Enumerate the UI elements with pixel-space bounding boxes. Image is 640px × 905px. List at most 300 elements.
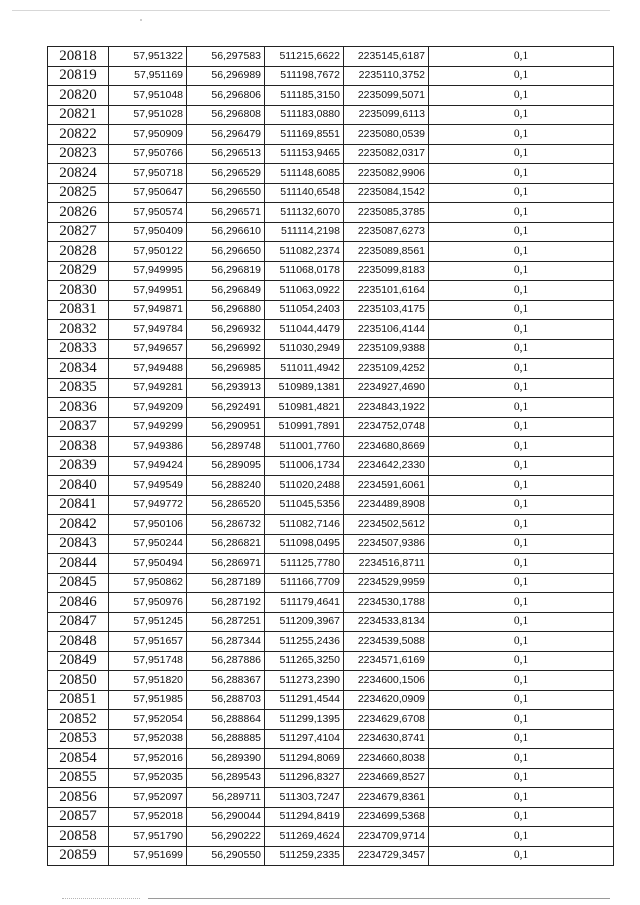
point-number-cell: 20858 xyxy=(48,827,109,847)
table-row xyxy=(48,534,614,554)
longitude-cell: 56,296479 xyxy=(187,125,265,145)
latitude-cell: 57,950766 xyxy=(109,144,187,164)
x-coordinate-cell: 511044,4479 xyxy=(265,320,344,340)
y-coordinate-cell: 2235101,6164 xyxy=(344,281,429,301)
point-number-cell: 20839 xyxy=(48,456,109,476)
x-coordinate-cell: 511291,4544 xyxy=(265,690,344,710)
longitude-cell: 56,296989 xyxy=(187,66,265,86)
longitude-cell: 56,296819 xyxy=(187,261,265,281)
table-row xyxy=(48,651,614,671)
x-coordinate-cell: 511082,7146 xyxy=(265,515,344,535)
point-number-cell: 20841 xyxy=(48,495,109,515)
table-row xyxy=(48,398,614,418)
longitude-cell: 56,290550 xyxy=(187,846,265,866)
table-row xyxy=(48,671,614,691)
table-row xyxy=(48,164,614,184)
y-coordinate-cell: 2235082,9906 xyxy=(344,164,429,184)
longitude-cell: 56,289543 xyxy=(187,768,265,788)
y-coordinate-cell: 2234699,5368 xyxy=(344,807,429,827)
x-coordinate-cell: 511185,3150 xyxy=(265,86,344,106)
longitude-cell: 56,287189 xyxy=(187,573,265,593)
longitude-cell: 56,296985 xyxy=(187,359,265,379)
latitude-cell: 57,949871 xyxy=(109,300,187,320)
table-row xyxy=(48,632,614,652)
point-number-cell: 20845 xyxy=(48,573,109,593)
table-row xyxy=(48,554,614,574)
bottom-scan-noise xyxy=(62,898,140,899)
x-coordinate-cell: 511265,3250 xyxy=(265,651,344,671)
table-row xyxy=(48,807,614,827)
table-row xyxy=(48,339,614,359)
point-number-cell: 20827 xyxy=(48,222,109,242)
x-coordinate-cell: 511303,7247 xyxy=(265,788,344,808)
x-coordinate-cell: 511140,6548 xyxy=(265,183,344,203)
table-row xyxy=(48,222,614,242)
longitude-cell: 56,289748 xyxy=(187,437,265,457)
latitude-cell: 57,950106 xyxy=(109,515,187,535)
value-cell: 0,1 xyxy=(429,320,614,340)
point-number-cell: 20825 xyxy=(48,183,109,203)
point-number-cell: 20822 xyxy=(48,125,109,145)
x-coordinate-cell: 511299,1395 xyxy=(265,710,344,730)
longitude-cell: 56,288240 xyxy=(187,476,265,496)
point-number-cell: 20837 xyxy=(48,417,109,437)
table-row xyxy=(48,66,614,86)
latitude-cell: 57,951657 xyxy=(109,632,187,652)
latitude-cell: 57,951245 xyxy=(109,612,187,632)
value-cell: 0,1 xyxy=(429,86,614,106)
value-cell: 0,1 xyxy=(429,456,614,476)
latitude-cell: 57,950862 xyxy=(109,573,187,593)
value-cell: 0,1 xyxy=(429,378,614,398)
table-row xyxy=(48,749,614,769)
x-coordinate-cell: 511030,2949 xyxy=(265,339,344,359)
point-number-cell: 20818 xyxy=(48,47,109,67)
latitude-cell: 57,951169 xyxy=(109,66,187,86)
latitude-cell: 57,950647 xyxy=(109,183,187,203)
latitude-cell: 57,949951 xyxy=(109,281,187,301)
value-cell: 0,1 xyxy=(429,807,614,827)
latitude-cell: 57,949488 xyxy=(109,359,187,379)
y-coordinate-cell: 2234571,6169 xyxy=(344,651,429,671)
table-row xyxy=(48,281,614,301)
table-row xyxy=(48,183,614,203)
x-coordinate-cell: 511255,2436 xyxy=(265,632,344,652)
latitude-cell: 57,950494 xyxy=(109,554,187,574)
value-cell: 0,1 xyxy=(429,437,614,457)
point-number-cell: 20834 xyxy=(48,359,109,379)
latitude-cell: 57,949209 xyxy=(109,398,187,418)
x-coordinate-cell: 510989,1381 xyxy=(265,378,344,398)
point-number-cell: 20824 xyxy=(48,164,109,184)
point-number-cell: 20842 xyxy=(48,515,109,535)
point-number-cell: 20836 xyxy=(48,398,109,418)
x-coordinate-cell: 511296,8327 xyxy=(265,768,344,788)
y-coordinate-cell: 2234669,8527 xyxy=(344,768,429,788)
y-coordinate-cell: 2234843,1922 xyxy=(344,398,429,418)
x-coordinate-cell: 511114,2198 xyxy=(265,222,344,242)
point-number-cell: 20829 xyxy=(48,261,109,281)
x-coordinate-cell: 511006,1734 xyxy=(265,456,344,476)
value-cell: 0,1 xyxy=(429,47,614,67)
y-coordinate-cell: 2235106,4144 xyxy=(344,320,429,340)
longitude-cell: 56,289711 xyxy=(187,788,265,808)
latitude-cell: 57,952038 xyxy=(109,729,187,749)
value-cell: 0,1 xyxy=(429,183,614,203)
y-coordinate-cell: 2234533,8134 xyxy=(344,612,429,632)
x-coordinate-cell: 511259,2335 xyxy=(265,846,344,866)
longitude-cell: 56,290951 xyxy=(187,417,265,437)
value-cell: 0,1 xyxy=(429,203,614,223)
y-coordinate-cell: 2234539,5088 xyxy=(344,632,429,652)
value-cell: 0,1 xyxy=(429,398,614,418)
latitude-cell: 57,949281 xyxy=(109,378,187,398)
y-coordinate-cell: 2235099,8183 xyxy=(344,261,429,281)
x-coordinate-cell: 511183,0880 xyxy=(265,105,344,125)
point-number-cell: 20831 xyxy=(48,300,109,320)
y-coordinate-cell: 2234591,6061 xyxy=(344,476,429,496)
table-row xyxy=(48,710,614,730)
value-cell: 0,1 xyxy=(429,573,614,593)
x-coordinate-cell: 511063,0922 xyxy=(265,281,344,301)
y-coordinate-cell: 2234709,9714 xyxy=(344,827,429,847)
latitude-cell: 57,950718 xyxy=(109,164,187,184)
latitude-cell: 57,952035 xyxy=(109,768,187,788)
longitude-cell: 56,287344 xyxy=(187,632,265,652)
y-coordinate-cell: 2235082,0317 xyxy=(344,144,429,164)
point-number-cell: 20830 xyxy=(48,281,109,301)
y-coordinate-cell: 2234600,1506 xyxy=(344,671,429,691)
value-cell: 0,1 xyxy=(429,768,614,788)
latitude-cell: 57,951028 xyxy=(109,105,187,125)
x-coordinate-cell: 511209,3967 xyxy=(265,612,344,632)
value-cell: 0,1 xyxy=(429,281,614,301)
longitude-cell: 56,296808 xyxy=(187,105,265,125)
longitude-cell: 56,296992 xyxy=(187,339,265,359)
value-cell: 0,1 xyxy=(429,554,614,574)
longitude-cell: 56,296849 xyxy=(187,281,265,301)
x-coordinate-cell: 511294,8419 xyxy=(265,807,344,827)
latitude-cell: 57,949772 xyxy=(109,495,187,515)
table-row xyxy=(48,788,614,808)
longitude-cell: 56,296880 xyxy=(187,300,265,320)
value-cell: 0,1 xyxy=(429,339,614,359)
point-number-cell: 20847 xyxy=(48,612,109,632)
value-cell: 0,1 xyxy=(429,651,614,671)
point-number-cell: 20821 xyxy=(48,105,109,125)
longitude-cell: 56,290222 xyxy=(187,827,265,847)
y-coordinate-cell: 2234660,8038 xyxy=(344,749,429,769)
point-number-cell: 20853 xyxy=(48,729,109,749)
x-coordinate-cell: 511082,2374 xyxy=(265,242,344,262)
x-coordinate-cell: 511153,9465 xyxy=(265,144,344,164)
value-cell: 0,1 xyxy=(429,495,614,515)
longitude-cell: 56,288885 xyxy=(187,729,265,749)
point-number-cell: 20826 xyxy=(48,203,109,223)
y-coordinate-cell: 2234507,9386 xyxy=(344,534,429,554)
y-coordinate-cell: 2234629,6708 xyxy=(344,710,429,730)
longitude-cell: 56,296571 xyxy=(187,203,265,223)
longitude-cell: 56,292491 xyxy=(187,398,265,418)
longitude-cell: 56,287192 xyxy=(187,593,265,613)
coordinates-table-body xyxy=(48,47,614,866)
y-coordinate-cell: 2234489,8908 xyxy=(344,495,429,515)
latitude-cell: 57,950409 xyxy=(109,222,187,242)
longitude-cell: 56,286732 xyxy=(187,515,265,535)
y-coordinate-cell: 2234642,2330 xyxy=(344,456,429,476)
longitude-cell: 56,290044 xyxy=(187,807,265,827)
point-number-cell: 20850 xyxy=(48,671,109,691)
x-coordinate-cell: 511054,2403 xyxy=(265,300,344,320)
value-cell: 0,1 xyxy=(429,222,614,242)
point-number-cell: 20840 xyxy=(48,476,109,496)
latitude-cell: 57,949424 xyxy=(109,456,187,476)
value-cell: 0,1 xyxy=(429,593,614,613)
latitude-cell: 57,951748 xyxy=(109,651,187,671)
longitude-cell: 56,296932 xyxy=(187,320,265,340)
value-cell: 0,1 xyxy=(429,612,614,632)
x-coordinate-cell: 511269,4624 xyxy=(265,827,344,847)
y-coordinate-cell: 2235109,9388 xyxy=(344,339,429,359)
value-cell: 0,1 xyxy=(429,710,614,730)
longitude-cell: 56,297583 xyxy=(187,47,265,67)
latitude-cell: 57,950244 xyxy=(109,534,187,554)
point-number-cell: 20819 xyxy=(48,66,109,86)
point-number-cell: 20859 xyxy=(48,846,109,866)
table-row xyxy=(48,105,614,125)
x-coordinate-cell: 511148,6085 xyxy=(265,164,344,184)
point-number-cell: 20848 xyxy=(48,632,109,652)
value-cell: 0,1 xyxy=(429,690,614,710)
latitude-cell: 57,949784 xyxy=(109,320,187,340)
y-coordinate-cell: 2234516,8711 xyxy=(344,554,429,574)
table-row xyxy=(48,417,614,437)
x-coordinate-cell: 511294,8069 xyxy=(265,749,344,769)
value-cell: 0,1 xyxy=(429,261,614,281)
point-number-cell: 20854 xyxy=(48,749,109,769)
latitude-cell: 57,951985 xyxy=(109,690,187,710)
latitude-cell: 57,949657 xyxy=(109,339,187,359)
x-coordinate-cell: 511166,7709 xyxy=(265,573,344,593)
longitude-cell: 56,293913 xyxy=(187,378,265,398)
y-coordinate-cell: 2235109,4252 xyxy=(344,359,429,379)
table-row xyxy=(48,242,614,262)
longitude-cell: 56,296513 xyxy=(187,144,265,164)
latitude-cell: 57,952097 xyxy=(109,788,187,808)
latitude-cell: 57,952016 xyxy=(109,749,187,769)
table-row xyxy=(48,144,614,164)
table-row xyxy=(48,827,614,847)
value-cell: 0,1 xyxy=(429,671,614,691)
table-row xyxy=(48,495,614,515)
y-coordinate-cell: 2235103,4175 xyxy=(344,300,429,320)
y-coordinate-cell: 2235089,8561 xyxy=(344,242,429,262)
x-coordinate-cell: 511297,4104 xyxy=(265,729,344,749)
x-coordinate-cell: 511001,7760 xyxy=(265,437,344,457)
x-coordinate-cell: 511011,4942 xyxy=(265,359,344,379)
longitude-cell: 56,288367 xyxy=(187,671,265,691)
point-number-cell: 20832 xyxy=(48,320,109,340)
x-coordinate-cell: 511020,2488 xyxy=(265,476,344,496)
value-cell: 0,1 xyxy=(429,66,614,86)
x-coordinate-cell: 511132,6070 xyxy=(265,203,344,223)
latitude-cell: 57,950122 xyxy=(109,242,187,262)
x-coordinate-cell: 510981,4821 xyxy=(265,398,344,418)
table-row xyxy=(48,437,614,457)
table-row xyxy=(48,573,614,593)
latitude-cell: 57,951322 xyxy=(109,47,187,67)
x-coordinate-cell: 511169,8551 xyxy=(265,125,344,145)
x-coordinate-cell: 511068,0178 xyxy=(265,261,344,281)
point-number-cell: 20843 xyxy=(48,534,109,554)
value-cell: 0,1 xyxy=(429,144,614,164)
y-coordinate-cell: 2234620,0909 xyxy=(344,690,429,710)
table-row xyxy=(48,690,614,710)
longitude-cell: 56,296806 xyxy=(187,86,265,106)
point-number-cell: 20835 xyxy=(48,378,109,398)
value-cell: 0,1 xyxy=(429,359,614,379)
y-coordinate-cell: 2235084,1542 xyxy=(344,183,429,203)
y-coordinate-cell: 2234729,3457 xyxy=(344,846,429,866)
point-number-cell: 20849 xyxy=(48,651,109,671)
x-coordinate-cell: 511125,7780 xyxy=(265,554,344,574)
point-number-cell: 20844 xyxy=(48,554,109,574)
table-row xyxy=(48,261,614,281)
table-row xyxy=(48,47,614,67)
value-cell: 0,1 xyxy=(429,846,614,866)
point-number-cell: 20855 xyxy=(48,768,109,788)
y-coordinate-cell: 2235110,3752 xyxy=(344,66,429,86)
table-row xyxy=(48,359,614,379)
y-coordinate-cell: 2234680,8669 xyxy=(344,437,429,457)
x-coordinate-cell: 511179,4641 xyxy=(265,593,344,613)
y-coordinate-cell: 2234679,8361 xyxy=(344,788,429,808)
table-row xyxy=(48,768,614,788)
latitude-cell: 57,949299 xyxy=(109,417,187,437)
scan-speck xyxy=(140,19,142,21)
table-row xyxy=(48,729,614,749)
value-cell: 0,1 xyxy=(429,749,614,769)
point-number-cell: 20838 xyxy=(48,437,109,457)
latitude-cell: 57,951820 xyxy=(109,671,187,691)
longitude-cell: 56,287886 xyxy=(187,651,265,671)
longitude-cell: 56,296529 xyxy=(187,164,265,184)
point-number-cell: 20851 xyxy=(48,690,109,710)
latitude-cell: 57,949386 xyxy=(109,437,187,457)
bottom-edge-line xyxy=(148,898,610,899)
top-edge-line xyxy=(12,10,610,11)
y-coordinate-cell: 2234529,9959 xyxy=(344,573,429,593)
x-coordinate-cell: 511215,6622 xyxy=(265,47,344,67)
y-coordinate-cell: 2234927,4690 xyxy=(344,378,429,398)
y-coordinate-cell: 2235145,6187 xyxy=(344,47,429,67)
table-row xyxy=(48,86,614,106)
table-row xyxy=(48,515,614,535)
table-row xyxy=(48,125,614,145)
y-coordinate-cell: 2235087,6273 xyxy=(344,222,429,242)
point-number-cell: 20857 xyxy=(48,807,109,827)
longitude-cell: 56,296610 xyxy=(187,222,265,242)
table-row xyxy=(48,846,614,866)
y-coordinate-cell: 2235080,0539 xyxy=(344,125,429,145)
latitude-cell: 57,951699 xyxy=(109,846,187,866)
longitude-cell: 56,296650 xyxy=(187,242,265,262)
x-coordinate-cell: 511273,2390 xyxy=(265,671,344,691)
latitude-cell: 57,950574 xyxy=(109,203,187,223)
point-number-cell: 20828 xyxy=(48,242,109,262)
latitude-cell: 57,951790 xyxy=(109,827,187,847)
value-cell: 0,1 xyxy=(429,125,614,145)
table-row xyxy=(48,612,614,632)
value-cell: 0,1 xyxy=(429,417,614,437)
table-row xyxy=(48,300,614,320)
longitude-cell: 56,289095 xyxy=(187,456,265,476)
x-coordinate-cell: 510991,7891 xyxy=(265,417,344,437)
x-coordinate-cell: 511198,7672 xyxy=(265,66,344,86)
table-row xyxy=(48,476,614,496)
value-cell: 0,1 xyxy=(429,729,614,749)
latitude-cell: 57,952054 xyxy=(109,710,187,730)
point-number-cell: 20833 xyxy=(48,339,109,359)
table-row xyxy=(48,593,614,613)
coordinates-table xyxy=(47,46,614,866)
value-cell: 0,1 xyxy=(429,827,614,847)
x-coordinate-cell: 511045,5356 xyxy=(265,495,344,515)
value-cell: 0,1 xyxy=(429,242,614,262)
point-number-cell: 20852 xyxy=(48,710,109,730)
table-row xyxy=(48,320,614,340)
latitude-cell: 57,949995 xyxy=(109,261,187,281)
value-cell: 0,1 xyxy=(429,534,614,554)
value-cell: 0,1 xyxy=(429,105,614,125)
y-coordinate-cell: 2235099,6113 xyxy=(344,105,429,125)
table-row xyxy=(48,203,614,223)
longitude-cell: 56,288864 xyxy=(187,710,265,730)
y-coordinate-cell: 2234752,0748 xyxy=(344,417,429,437)
value-cell: 0,1 xyxy=(429,300,614,320)
y-coordinate-cell: 2234502,5612 xyxy=(344,515,429,535)
table-row xyxy=(48,378,614,398)
value-cell: 0,1 xyxy=(429,515,614,535)
latitude-cell: 57,950976 xyxy=(109,593,187,613)
longitude-cell: 56,286821 xyxy=(187,534,265,554)
longitude-cell: 56,286520 xyxy=(187,495,265,515)
latitude-cell: 57,950909 xyxy=(109,125,187,145)
longitude-cell: 56,286971 xyxy=(187,554,265,574)
point-number-cell: 20823 xyxy=(48,144,109,164)
longitude-cell: 56,296550 xyxy=(187,183,265,203)
point-number-cell: 20846 xyxy=(48,593,109,613)
y-coordinate-cell: 2235085,3785 xyxy=(344,203,429,223)
y-coordinate-cell: 2234630,8741 xyxy=(344,729,429,749)
latitude-cell: 57,951048 xyxy=(109,86,187,106)
latitude-cell: 57,952018 xyxy=(109,807,187,827)
longitude-cell: 56,289390 xyxy=(187,749,265,769)
value-cell: 0,1 xyxy=(429,788,614,808)
latitude-cell: 57,949549 xyxy=(109,476,187,496)
table-row xyxy=(48,456,614,476)
x-coordinate-cell: 511098,0495 xyxy=(265,534,344,554)
point-number-cell: 20820 xyxy=(48,86,109,106)
y-coordinate-cell: 2235099,5071 xyxy=(344,86,429,106)
longitude-cell: 56,287251 xyxy=(187,612,265,632)
longitude-cell: 56,288703 xyxy=(187,690,265,710)
value-cell: 0,1 xyxy=(429,164,614,184)
point-number-cell: 20856 xyxy=(48,788,109,808)
y-coordinate-cell: 2234530,1788 xyxy=(344,593,429,613)
value-cell: 0,1 xyxy=(429,476,614,496)
value-cell: 0,1 xyxy=(429,632,614,652)
